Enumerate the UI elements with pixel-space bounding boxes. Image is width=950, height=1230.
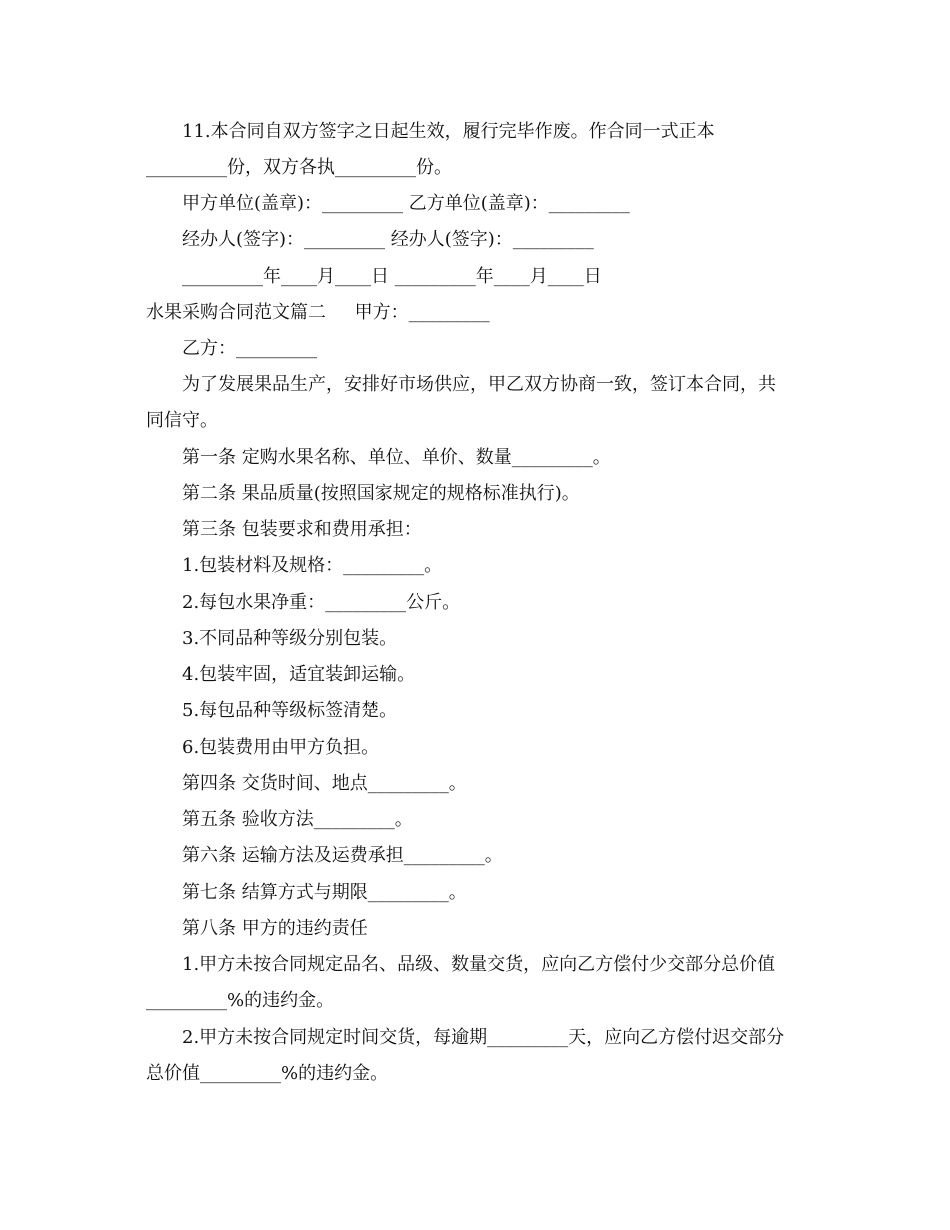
article-3-item-4: 4.包装牢固，适宜装卸运输。	[182, 664, 416, 685]
article-3-item-2: 2.每包水果净重：_________公斤。	[182, 592, 461, 613]
intro-line-2: 同信守。	[146, 410, 218, 431]
section-title-party-a: 水果采购合同范文篇二 甲方：_________	[146, 302, 490, 323]
article-1: 第一条 定购水果名称、单位、单价、数量_________。	[182, 447, 611, 468]
article-8-item-1-line-2: _________%的违约金。	[146, 990, 335, 1011]
intro-line-1: 为了发展果品生产，安排好市场供应，甲乙双方协商一致，签订本合同，共	[182, 374, 776, 395]
article-8-item-2-line-2: 总价值_________%的违约金。	[146, 1063, 389, 1084]
date-line: _________年____月____日 _________年____月____日	[182, 266, 602, 287]
article-8: 第八条 甲方的违约责任	[182, 918, 368, 939]
article-3: 第三条 包装要求和费用承担：	[182, 519, 422, 540]
article-3-item-1: 1.包装材料及规格：_________。	[182, 555, 443, 576]
clause-11-line-2: _________份，双方各执_________份。	[146, 157, 452, 178]
article-8-item-1-line-1: 1.甲方未按合同规定品名、品级、数量交货，应向乙方偿付少交部分总价值	[182, 954, 776, 975]
article-8-item-2-line-1: 2.甲方未按合同规定时间交货，每逾期_________天，应向乙方偿付迟交部分	[182, 1027, 785, 1048]
article-3-item-3: 3.不同品种等级分别包装。	[182, 628, 398, 649]
clause-11-line-1: 11.本合同自双方签字之日起生效，履行完毕作废。作合同一式正本	[182, 121, 715, 142]
signatory-line: 经办人(签字)：_________ 经办人(签字)：_________	[182, 229, 594, 250]
party-a-b-seal-line: 甲方单位(盖章)：_________ 乙方单位(盖章)：_________	[182, 193, 630, 214]
article-4: 第四条 交货时间、地点_________。	[182, 773, 467, 794]
article-5: 第五条 验收方法_________。	[182, 809, 413, 830]
article-6: 第六条 运输方法及运费承担_________。	[182, 845, 503, 866]
article-3-item-6: 6.包装费用由甲方负担。	[182, 737, 380, 758]
article-7: 第七条 结算方式与期限_________。	[182, 882, 467, 903]
article-2: 第二条 果品质量(按照国家规定的规格标准执行)。	[182, 483, 580, 504]
party-b-line: 乙方：_________	[182, 338, 317, 359]
article-3-item-5: 5.每包品种等级标签清楚。	[182, 700, 398, 721]
